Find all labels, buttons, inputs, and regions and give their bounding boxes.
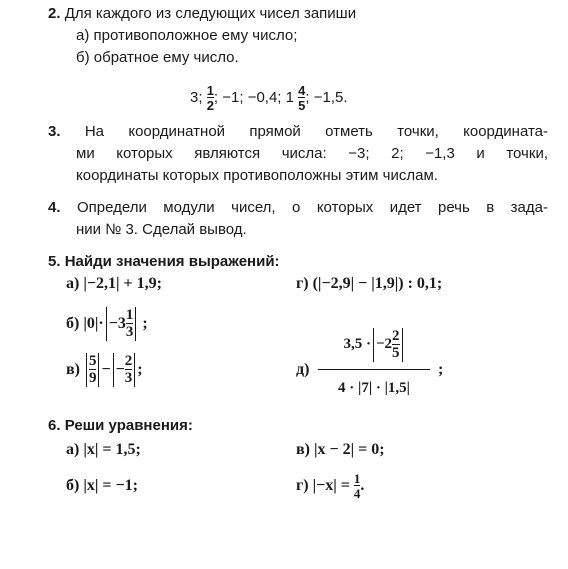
task5-item-g: г) (|−2,9| − |1,9|) : 0,1; (296, 275, 443, 292)
task3-line3: координаты которых противоположны этим числам. (76, 167, 438, 184)
task5-header (48, 252, 280, 272)
task5-b-mid: −3 (108, 315, 126, 332)
task5-title: Найди значения выражений: (64, 253, 280, 270)
task3-line1 (48, 122, 548, 142)
task5-v-minus: − (101, 361, 111, 378)
abs-bar-right (135, 307, 136, 341)
task2-fraction-1 (207, 84, 214, 112)
abs-bar-right (134, 353, 135, 387)
task3-text-2: ми которых являются числа: −3; 2; −1,3 и точки, (76, 145, 548, 162)
task6-item-b: б) |x| = −1; (66, 477, 138, 494)
task2-number: 2. (48, 5, 61, 22)
task6-number: 6. (48, 417, 61, 434)
task6-item-g (296, 468, 364, 504)
task5-d-f-num: 2 (392, 327, 400, 344)
task5-item-v (66, 350, 143, 390)
task5-b-f-num: 1 (125, 307, 134, 324)
task5-d-numerator (318, 324, 430, 364)
task5-d-top-mid: −2 (375, 336, 393, 352)
task2-item-b: б) обратное ему число. (76, 49, 239, 66)
task6-g-prefix: г) |−x| = (296, 477, 354, 494)
task5-d-denominator: 4 · |7| · |1,5| (338, 380, 410, 396)
task2-n2: ; −1; −0,4; 1 (213, 89, 294, 106)
task6-item-v: в) |x − 2| = 0; (296, 441, 385, 458)
task5-b-f-den: 3 (125, 324, 134, 341)
task3-text-1: На координатной прямой отметь точки, координата- (84, 123, 548, 140)
task5-v-minus2: − (115, 361, 125, 378)
task5-b-suffix: ; (142, 315, 148, 332)
task5-v-f1-den: 9 (88, 370, 97, 387)
task2-f2-num: 4 (298, 83, 306, 99)
task2-item-a: а) противоположное ему число; (76, 27, 298, 44)
task2-line1 (48, 4, 356, 24)
task4-number: 4. (48, 199, 61, 216)
task5-d-fraction-line (318, 369, 430, 370)
task5-v-prefix: в) (66, 361, 80, 378)
task4-line1 (48, 198, 548, 218)
task4-line2: нии № 3. Сделай вывод. (76, 221, 247, 238)
task5-v-fraction-2 (125, 354, 133, 386)
abs-bar-left (373, 328, 374, 362)
task5-item-a: а) |−2,1| + 1,9; (66, 275, 162, 292)
task5-number: 5. (48, 253, 61, 270)
task6-g-suffix: . (360, 477, 365, 494)
task5-v-f2-num: 2 (124, 353, 133, 370)
task2-number-list (190, 80, 348, 116)
task5-item-b (66, 304, 148, 344)
abs-bar-left (106, 307, 107, 341)
task2-n3: ; −1,5. (305, 89, 348, 106)
task5-v-suffix: ; (137, 361, 143, 378)
abs-bar-left (86, 353, 87, 387)
task5-v-f2-den: 3 (124, 370, 133, 387)
task4-text-1: Определи модули чисел, о которых идет речь в зада- (76, 199, 548, 216)
task5-d-top: 3,5 · (343, 336, 371, 352)
task5-b-prefix: б) |0|· (66, 315, 104, 332)
task2-n1: 3; (190, 89, 203, 106)
task5-d-f-den: 5 (392, 344, 400, 361)
task3-line2 (76, 144, 548, 164)
task2-text: Для каждого из следующих чисел запиши (64, 5, 357, 22)
task5-d-fraction (392, 329, 400, 361)
task5-d-prefix: д) (296, 361, 310, 378)
task2-f2-den: 5 (298, 98, 306, 114)
task5-v-fraction-1 (89, 354, 97, 386)
task6-item-a: а) |x| = 1,5; (66, 441, 141, 458)
abs-bar-left (113, 353, 114, 387)
task2-f1-den: 2 (206, 98, 214, 114)
abs-bar-right (98, 353, 99, 387)
task6-header (48, 416, 193, 436)
task3-number: 3. (48, 123, 61, 140)
task5-b-fraction (126, 308, 134, 340)
abs-bar-right (402, 328, 403, 362)
task6-title: Реши уравнения: (64, 417, 193, 434)
task5-d-suffix: ; (438, 361, 444, 378)
task2-f1-num: 1 (206, 83, 214, 99)
task6-g-f-num: 1 (353, 471, 361, 487)
task6-g-f-den: 4 (353, 486, 361, 502)
task5-v-f1-num: 5 (88, 353, 97, 370)
